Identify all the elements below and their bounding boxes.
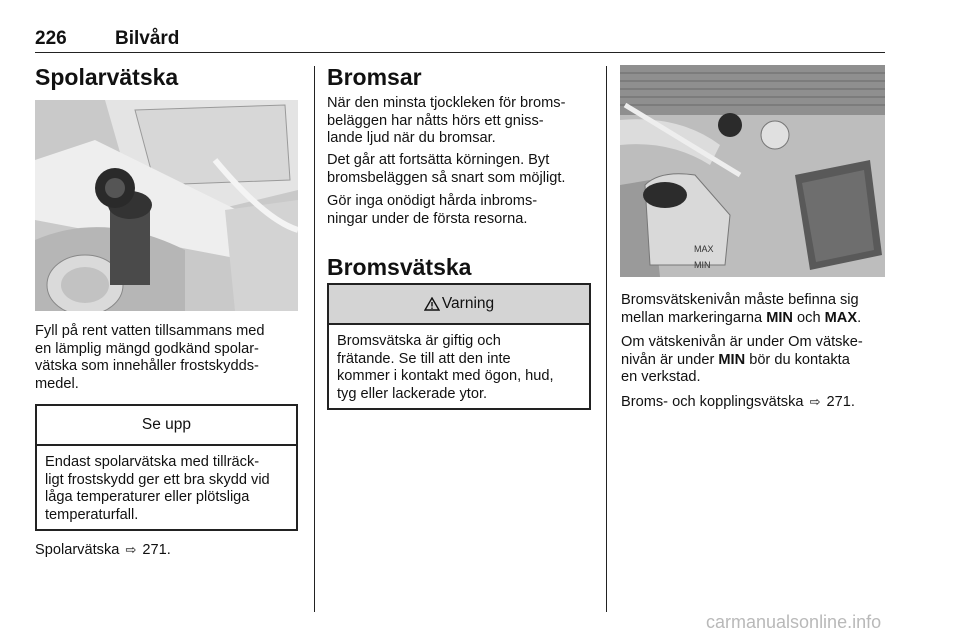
page-number: 226	[35, 28, 67, 49]
text-line	[621, 310, 896, 328]
notice-text	[37, 446, 296, 524]
chapter-title: Bilvård	[115, 28, 180, 49]
text-line	[621, 352, 896, 370]
brake-fluid-paragraph-1	[621, 292, 896, 327]
text-line: lande ljud när du bromsar.	[327, 130, 496, 147]
text-line: ligt frostskydd ger ett bra skydd vid	[45, 471, 270, 488]
warning-triangle-icon	[424, 297, 440, 311]
washer-paragraph	[35, 323, 305, 393]
text-line: låga temperaturer eller plötsliga	[45, 489, 250, 506]
washer-reference	[35, 541, 305, 560]
text-line: bromsbeläggen så snart som möjligt.	[327, 169, 566, 186]
header-rule	[35, 52, 885, 53]
notice-title: Se upp	[37, 406, 296, 446]
column-divider-right	[606, 66, 607, 612]
heading-bromsar: Bromsar	[327, 64, 422, 90]
text-line: en verkstad.	[621, 369, 701, 386]
text-line: frätande. Se till att den inte	[337, 350, 511, 367]
text-line: Gör inga onödigt hårda inbroms-	[327, 193, 538, 209]
text-span: nivån är under	[621, 351, 715, 368]
text-span: .	[857, 309, 862, 326]
reference-page-link[interactable]: 271.	[142, 542, 171, 558]
text-line: Det går att fortsätta körningen. Byt	[327, 152, 550, 168]
warning-header	[329, 285, 589, 325]
heading-spolarvatska: Spolarvätska	[35, 64, 179, 90]
warning-title: Varning	[441, 295, 495, 312]
brake-fluid-reference	[621, 393, 896, 412]
text-line: ningar under de första resorna.	[327, 210, 528, 227]
brake-fluid-paragraph-2	[621, 334, 896, 387]
text-span: bör du kontakta	[749, 351, 850, 368]
min-mark-text: MIN	[766, 309, 793, 326]
brakes-paragraph-1	[327, 95, 597, 148]
text-line: en lämplig mängd godkänd spolar-	[35, 340, 259, 357]
warning-text	[329, 325, 589, 403]
column-divider-left	[314, 66, 315, 612]
text-span: och	[797, 309, 821, 326]
text-line: Bromsvätska är giftig och	[337, 333, 501, 349]
reference-text: Spolarvätska	[35, 542, 120, 558]
reference-text: Broms- och kopplingsvätska	[621, 394, 804, 410]
text-line: Bromsvätskenivån måste befinna sig	[621, 292, 859, 308]
text-line: temperaturfall.	[45, 506, 139, 523]
brakes-paragraph-2	[327, 152, 597, 187]
page-header	[35, 28, 885, 52]
text-line: Om vätskenivån är under Om vätske-	[621, 334, 863, 350]
washer-fluid-photo	[35, 100, 298, 311]
min-mark-text: MIN	[718, 351, 746, 368]
text-line: Fyll på rent vatten tillsammans med	[35, 323, 265, 339]
text-span: mellan markeringarna	[621, 309, 763, 326]
max-mark-label: MAX	[694, 244, 714, 254]
text-line: När den minsta tjockleken för broms-	[327, 95, 566, 111]
text-line: vätska som innehåller frostskydds-	[35, 358, 259, 375]
text-line: Endast spolarvätska med tillräck-	[45, 454, 260, 470]
text-line: medel.	[35, 375, 79, 392]
text-line: tyg eller lackerade ytor.	[337, 385, 488, 402]
text-line: beläggen har nåtts hörs ett gniss-	[327, 112, 544, 129]
heading-bromsvatska: Bromsvätska	[327, 254, 472, 280]
reference-page-link[interactable]: 271.	[826, 394, 855, 410]
watermark: carmanualsonline.info	[706, 612, 882, 632]
warning-box	[327, 283, 591, 410]
page-reference-arrow-icon: ⇨	[125, 542, 137, 557]
notice-box	[35, 404, 298, 531]
text-line: kommer i kontakt med ögon, hud,	[337, 368, 554, 385]
max-mark-text: MAX	[824, 309, 858, 326]
page-reference-arrow-icon: ⇨	[809, 394, 821, 409]
brakes-paragraph-3	[327, 193, 597, 228]
brake-fluid-photo	[620, 65, 885, 277]
min-mark-label: MIN	[694, 260, 711, 270]
